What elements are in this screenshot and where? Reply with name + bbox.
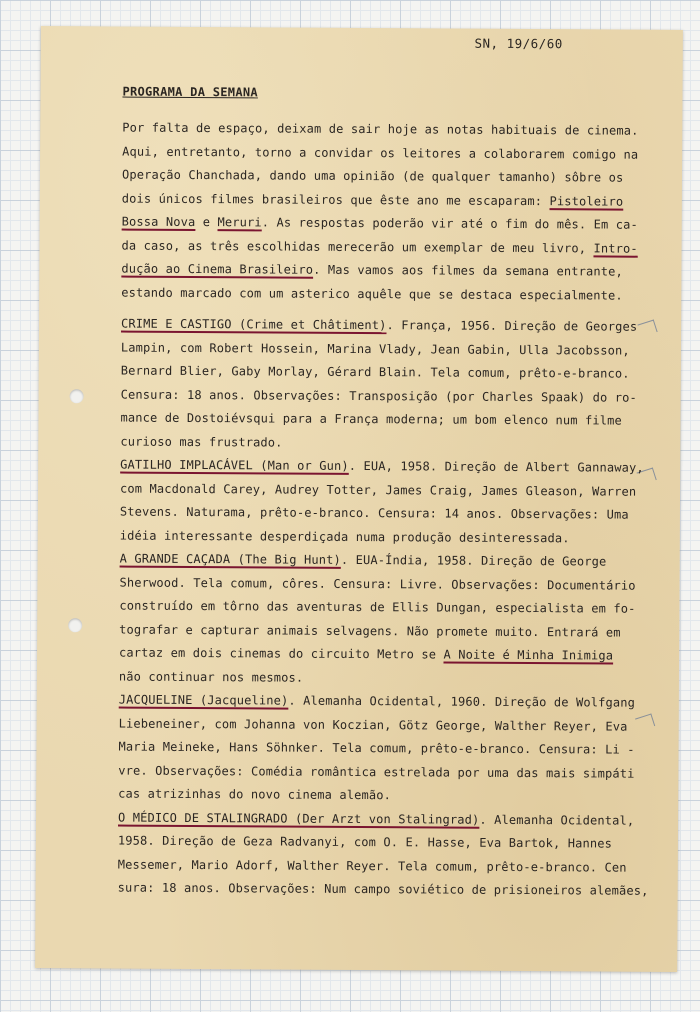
film-entry-line: tografar e capturar animais selvagens. Não promete muito. Entrará em bbox=[119, 622, 621, 640]
punch-hole bbox=[68, 618, 82, 632]
film-entry-line: Censura: 18 anos. Observações: Transposição (por Charles Spaak) do ro- bbox=[120, 387, 637, 405]
page-title: PROGRAMA DA SEMANA bbox=[122, 84, 258, 100]
film-entry-line: sura: 18 anos. Observações: Num campo soviético de prisioneiros alemães, bbox=[117, 880, 649, 898]
film-entry-line bbox=[121, 313, 656, 340]
film-reference: Pistoleiro bbox=[549, 193, 624, 209]
film-entry-line: curioso mas frustrado. bbox=[120, 434, 283, 450]
film-entry-line: idéia interessante desperdiçada numa produção desinteressada. bbox=[119, 528, 570, 545]
intro-line: Aqui, entretanto, torno a convidar os leitores a colaborarem comigo na bbox=[122, 144, 639, 162]
film-entry-line: Messemer, Mario Adorf, Walther Reyer. Tela comum, prêto-e-branco. Cen bbox=[117, 857, 627, 875]
film-entry-line bbox=[119, 642, 654, 669]
document-reference: SN, 19/6/60 bbox=[474, 35, 563, 52]
film-entry-line: Lampin, com Robert Hossein, Marina Vlady, Jean Gabin, Ulla Jacobsson, bbox=[120, 340, 630, 358]
film-entry-line bbox=[120, 454, 655, 481]
film-entry-line: Stevens. Naturama, prêto-e-branco. Censura: 14 anos. Observações: Uma bbox=[119, 504, 629, 522]
film-entry-line: Liebeneiner, com Johanna von Koczian, Götz George, Walther Reyer, Eva bbox=[118, 716, 628, 734]
intro-text: da caso, as três escolhidas merecerão um exemplar de meu livro, bbox=[121, 238, 594, 255]
film-text: cartaz em dois cinemas do circuito Metro se bbox=[119, 645, 444, 662]
film-text: . EUA-Índia, 1958. Direção de George bbox=[340, 552, 607, 569]
intro-text: dois únicos filmes brasileiros que êste ano me escaparam: bbox=[121, 191, 550, 208]
intro-line bbox=[122, 211, 657, 238]
film-entry-line bbox=[119, 689, 654, 716]
film-reference: Meruri bbox=[217, 215, 262, 230]
film-entry-line: mance de Dostoiévsqui para a França moderna; um bom elenco num filme bbox=[120, 410, 623, 428]
film-text: . Alemanha Ocidental, bbox=[479, 812, 635, 828]
book-reference: Intro- bbox=[593, 240, 638, 256]
film-reference: Bossa Nova bbox=[121, 214, 196, 229]
film-entry-line: 1958. Direção de Geza Radvanyi, com O. E. Hasse, Eva Bartok, Hannes bbox=[117, 833, 613, 851]
film-text: . EUA, 1958. Direção de Albert Gannaway, bbox=[348, 458, 644, 475]
film-entry-line: vre. Observações: Comédia romântica estrelada por uma das mais simpáti bbox=[118, 763, 635, 781]
intro-text: . Mas vamos aos filmes da semana entrante, bbox=[313, 262, 623, 279]
film-text: . Alemanha Ocidental, 1960. Direção de Wolfgang bbox=[288, 693, 636, 710]
film-title: O MÉDICO DE STALINGRADO (Der Arzt von Stalingrad) bbox=[118, 810, 480, 827]
film-entry-line bbox=[118, 806, 653, 833]
typed-sheet bbox=[35, 26, 683, 972]
film-entry-line: não continuar nos mesmos. bbox=[118, 669, 304, 685]
intro-text: . As respostas poderão vir até o fim do mês. Em ca- bbox=[261, 215, 638, 232]
intro-line bbox=[122, 187, 657, 214]
film-entry-line bbox=[120, 548, 655, 575]
film-title: JACQUELINE (Jacqueline) bbox=[118, 692, 289, 708]
intro-line: Por falta de espaço, deixam de sair hoje as notas habituais de cinema. bbox=[122, 120, 639, 138]
document-body bbox=[118, 117, 658, 904]
film-title: CRIME E CASTIGO (Crime et Châtiment) bbox=[121, 316, 387, 333]
intro-line: Operação Chanchada, dando uma opinião (de qualquer tamanho) sôbre os bbox=[121, 167, 624, 185]
film-title: A GRANDE CAÇADA (The Big Hunt) bbox=[119, 551, 341, 567]
film-entry-line: cas atrizinhas do novo cinema alemão. bbox=[118, 786, 392, 803]
intro-line: estando marcado com um asterico aquêle que se destaca especialmente. bbox=[121, 285, 623, 303]
film-entry-line: construído em tôrno das aventuras de Ellis Dungan, especialista em fo- bbox=[119, 598, 636, 616]
film-entry-line: Maria Meineke, Hans Söhnker. Tela comum, prêto-e-branco. Censura: Li - bbox=[118, 739, 635, 757]
film-entry-line: com Macdonald Carey, Audrey Totter, James Craig, James Gleason, Warren bbox=[120, 481, 637, 499]
intro-line bbox=[121, 234, 656, 261]
film-entry-line: Sherwood. Tela comum, côres. Censura: Livre. Observações: Documentário bbox=[119, 575, 636, 593]
film-text: . França, 1956. Direção de Georges bbox=[386, 318, 638, 334]
film-entry-line: Bernard Blier, Gaby Morlay, Gérard Blain. Tela comum, prêto-e-branco. bbox=[120, 363, 630, 381]
book-reference: dução ao Cinema Brasileiro bbox=[121, 261, 314, 277]
film-title: GATILHO IMPLACÁVEL (Man or Gun) bbox=[120, 457, 349, 473]
intro-text: e bbox=[195, 214, 218, 230]
punch-hole bbox=[70, 389, 84, 403]
film-reference: A Noite é Minha Inimiga bbox=[443, 647, 614, 663]
intro-line bbox=[121, 258, 656, 285]
